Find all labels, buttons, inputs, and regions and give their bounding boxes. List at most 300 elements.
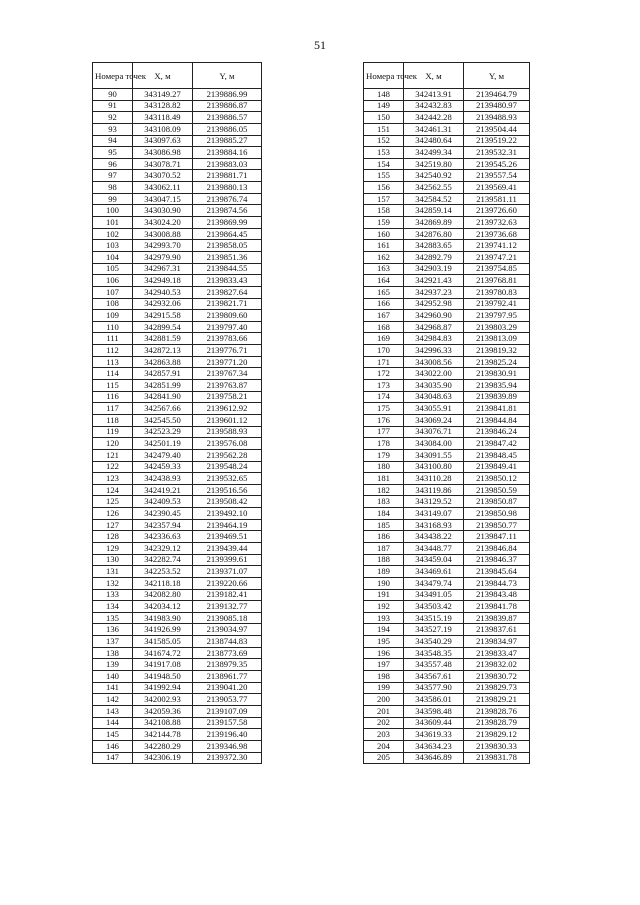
cell-y: 2139841.81 — [464, 403, 530, 415]
cell-y: 2139885.27 — [193, 135, 262, 147]
cell-x: 343548.35 — [404, 647, 464, 659]
cell-point-number: 164 — [364, 275, 404, 287]
cell-x: 342459.33 — [133, 461, 193, 473]
table-row — [364, 345, 530, 357]
cell-point-number: 107 — [93, 286, 133, 298]
cell-point-number: 196 — [364, 647, 404, 659]
cell-y: 2139157.58 — [193, 717, 262, 729]
cell-y: 2139876.74 — [193, 193, 262, 205]
cell-x: 342002.93 — [133, 694, 193, 706]
cell-point-number: 170 — [364, 345, 404, 357]
cell-x: 342932.06 — [133, 298, 193, 310]
cell-y: 2139797.95 — [464, 310, 530, 322]
cell-y: 2139844.73 — [464, 577, 530, 589]
table-row — [364, 182, 530, 194]
header-x: X, м — [133, 63, 193, 89]
cell-x: 342499.34 — [404, 147, 464, 159]
cell-point-number: 149 — [364, 100, 404, 112]
cell-point-number: 172 — [364, 368, 404, 380]
cell-y: 2139833.47 — [464, 647, 530, 659]
table-row — [364, 112, 530, 124]
cell-x: 341917.08 — [133, 659, 193, 671]
cell-x: 342480.64 — [404, 135, 464, 147]
cell-x: 342883.65 — [404, 240, 464, 252]
cell-x: 343586.01 — [404, 694, 464, 706]
table-row — [364, 135, 530, 147]
cell-y: 2139828.76 — [464, 705, 530, 717]
cell-y: 2139832.02 — [464, 659, 530, 671]
cell-point-number: 131 — [93, 566, 133, 578]
cell-y: 2139880.13 — [193, 182, 262, 194]
table-row — [364, 542, 530, 554]
cell-x: 343479.74 — [404, 577, 464, 589]
cell-x: 343577.90 — [404, 682, 464, 694]
cell-x: 342859.14 — [404, 205, 464, 217]
cell-x: 342501.19 — [133, 438, 193, 450]
cell-y: 2139581.11 — [464, 193, 530, 205]
header-y: Y, м — [193, 63, 262, 89]
table-row — [93, 461, 262, 473]
table-row — [93, 577, 262, 589]
cell-y: 2138744.83 — [193, 636, 262, 648]
cell-y: 2139848.45 — [464, 449, 530, 461]
cell-x: 343022.00 — [404, 368, 464, 380]
cell-x: 342523.29 — [133, 426, 193, 438]
table-row — [364, 647, 530, 659]
table-row — [364, 170, 530, 182]
cell-y: 2139851.36 — [193, 251, 262, 263]
cell-x: 342915.58 — [133, 310, 193, 322]
cell-y: 2139881.71 — [193, 170, 262, 182]
table-row — [93, 496, 262, 508]
cell-point-number: 111 — [93, 333, 133, 345]
cell-point-number: 198 — [364, 671, 404, 683]
cell-point-number: 194 — [364, 624, 404, 636]
cell-point-number: 190 — [364, 577, 404, 589]
table-row — [93, 647, 262, 659]
table-row — [364, 403, 530, 415]
cell-x: 342432.83 — [404, 100, 464, 112]
cell-point-number: 100 — [93, 205, 133, 217]
table-row — [93, 542, 262, 554]
cell-y: 2139504.44 — [464, 123, 530, 135]
cell-x: 342519.80 — [404, 158, 464, 170]
cell-point-number: 106 — [93, 275, 133, 287]
cell-y: 2139399.61 — [193, 554, 262, 566]
cell-x: 343100.80 — [404, 461, 464, 473]
cell-x: 343076.71 — [404, 426, 464, 438]
cell-x: 342461.31 — [404, 123, 464, 135]
cell-y: 2139830.33 — [464, 740, 530, 752]
cell-y: 2139041.20 — [193, 682, 262, 694]
cell-point-number: 92 — [93, 112, 133, 124]
table-row — [364, 380, 530, 392]
cell-y: 2139845.64 — [464, 566, 530, 578]
cell-point-number: 143 — [93, 705, 133, 717]
cell-x: 342949.18 — [133, 275, 193, 287]
cell-point-number: 146 — [93, 740, 133, 752]
cell-y: 2139532.65 — [193, 473, 262, 485]
cell-y: 2139825.24 — [464, 356, 530, 368]
table-row — [364, 601, 530, 613]
cell-x: 342282.74 — [133, 554, 193, 566]
cell-point-number: 167 — [364, 310, 404, 322]
table-row — [364, 508, 530, 520]
table-row — [93, 368, 262, 380]
cell-x: 343035.90 — [404, 380, 464, 392]
table-row — [364, 473, 530, 485]
cell-y: 2139464.79 — [464, 89, 530, 101]
cell-point-number: 177 — [364, 426, 404, 438]
cell-y: 2139839.87 — [464, 612, 530, 624]
cell-x: 342306.19 — [133, 752, 193, 764]
cell-x: 342442.28 — [404, 112, 464, 124]
table-row — [93, 403, 262, 415]
cell-point-number: 91 — [93, 100, 133, 112]
cell-point-number: 124 — [93, 484, 133, 496]
cell-y: 2139839.89 — [464, 391, 530, 403]
cell-y: 2139886.05 — [193, 123, 262, 135]
table-row — [93, 333, 262, 345]
cell-x: 341983.90 — [133, 612, 193, 624]
cell-y: 2139846.37 — [464, 554, 530, 566]
cell-x: 342390.45 — [133, 508, 193, 520]
cell-point-number: 173 — [364, 380, 404, 392]
cell-x: 342336.63 — [133, 531, 193, 543]
cell-y: 2139469.51 — [193, 531, 262, 543]
cell-y: 2139858.05 — [193, 240, 262, 252]
cell-point-number: 110 — [93, 321, 133, 333]
cell-x: 342892.79 — [404, 251, 464, 263]
cell-point-number: 152 — [364, 135, 404, 147]
cell-x: 343149.07 — [404, 508, 464, 520]
cell-y: 2139819.32 — [464, 345, 530, 357]
cell-x: 343619.33 — [404, 729, 464, 741]
cell-point-number: 142 — [93, 694, 133, 706]
cell-x: 342562.55 — [404, 182, 464, 194]
cell-point-number: 96 — [93, 158, 133, 170]
cell-y: 2139488.93 — [464, 112, 530, 124]
cell-y: 2139850.12 — [464, 473, 530, 485]
cell-point-number: 145 — [93, 729, 133, 741]
table-row — [364, 531, 530, 543]
cell-y: 2139548.24 — [193, 461, 262, 473]
table-row — [93, 147, 262, 159]
cell-x: 342438.93 — [133, 473, 193, 485]
cell-point-number: 115 — [93, 380, 133, 392]
cell-x: 342993.70 — [133, 240, 193, 252]
cell-x: 341585.05 — [133, 636, 193, 648]
table-row — [364, 682, 530, 694]
table-row — [93, 740, 262, 752]
cell-y: 2139846.24 — [464, 426, 530, 438]
cell-y: 2139829.12 — [464, 729, 530, 741]
cell-point-number: 183 — [364, 496, 404, 508]
cell-point-number: 148 — [364, 89, 404, 101]
cell-point-number: 181 — [364, 473, 404, 485]
cell-x: 343048.63 — [404, 391, 464, 403]
cell-y: 2138979.35 — [193, 659, 262, 671]
cell-x: 342409.53 — [133, 496, 193, 508]
cell-x: 343567.61 — [404, 671, 464, 683]
table-row — [93, 240, 262, 252]
cell-x: 343091.55 — [404, 449, 464, 461]
cell-x: 342857.91 — [133, 368, 193, 380]
cell-point-number: 203 — [364, 729, 404, 741]
cell-point-number: 128 — [93, 531, 133, 543]
table-row — [364, 356, 530, 368]
cell-point-number: 123 — [93, 473, 133, 485]
table-row — [364, 426, 530, 438]
cell-x: 342082.80 — [133, 589, 193, 601]
cell-y: 2139874.56 — [193, 205, 262, 217]
cell-y: 2139849.41 — [464, 461, 530, 473]
table-row — [93, 310, 262, 322]
table-row — [93, 554, 262, 566]
table-row — [364, 310, 530, 322]
cell-x: 342903.19 — [404, 263, 464, 275]
cell-y: 2139372.30 — [193, 752, 262, 764]
cell-x: 343448.77 — [404, 542, 464, 554]
cell-y: 2138773.69 — [193, 647, 262, 659]
cell-point-number: 125 — [93, 496, 133, 508]
cell-y: 2139732.63 — [464, 217, 530, 229]
cell-x: 342863.88 — [133, 356, 193, 368]
cell-point-number: 132 — [93, 577, 133, 589]
cell-y: 2139835.94 — [464, 380, 530, 392]
cell-y: 2139464.19 — [193, 519, 262, 531]
cell-x: 342967.31 — [133, 263, 193, 275]
cell-point-number: 191 — [364, 589, 404, 601]
table-row — [93, 251, 262, 263]
table-row — [93, 612, 262, 624]
cell-point-number: 201 — [364, 705, 404, 717]
cell-y: 2139783.66 — [193, 333, 262, 345]
cell-point-number: 156 — [364, 182, 404, 194]
table-row — [364, 740, 530, 752]
cell-y: 2139439.44 — [193, 542, 262, 554]
table-row — [93, 473, 262, 485]
cell-y: 2139846.84 — [464, 542, 530, 554]
table-row — [364, 461, 530, 473]
cell-point-number: 147 — [93, 752, 133, 764]
cell-x: 342357.94 — [133, 519, 193, 531]
table-row — [364, 671, 530, 683]
table-row — [93, 380, 262, 392]
cell-y: 2139837.61 — [464, 624, 530, 636]
cell-x: 343129.52 — [404, 496, 464, 508]
table-row — [93, 89, 262, 101]
cell-y: 2139612.92 — [193, 403, 262, 415]
cell-x: 343540.29 — [404, 636, 464, 648]
cell-y: 2139346.98 — [193, 740, 262, 752]
cell-point-number: 188 — [364, 554, 404, 566]
cell-y: 2139827.64 — [193, 286, 262, 298]
cell-point-number: 163 — [364, 263, 404, 275]
cell-y: 2139847.11 — [464, 531, 530, 543]
cell-y: 2139545.26 — [464, 158, 530, 170]
table-row — [93, 717, 262, 729]
cell-point-number: 99 — [93, 193, 133, 205]
cell-point-number: 204 — [364, 740, 404, 752]
cell-x: 343598.48 — [404, 705, 464, 717]
header-point-number: Номера точек — [93, 63, 133, 89]
cell-x: 341948.50 — [133, 671, 193, 683]
cell-y: 2139797.40 — [193, 321, 262, 333]
table-row — [364, 263, 530, 275]
cell-point-number: 180 — [364, 461, 404, 473]
cell-y: 2139803.29 — [464, 321, 530, 333]
cell-y: 2139886.99 — [193, 89, 262, 101]
cell-x: 341926.99 — [133, 624, 193, 636]
cell-y: 2139588.93 — [193, 426, 262, 438]
table-row — [93, 205, 262, 217]
table-row — [364, 275, 530, 287]
cell-point-number: 185 — [364, 519, 404, 531]
cell-x: 343527.19 — [404, 624, 464, 636]
table-row — [93, 263, 262, 275]
table-row — [93, 182, 262, 194]
cell-y: 2139562.28 — [193, 449, 262, 461]
table-row — [93, 275, 262, 287]
table-row — [364, 391, 530, 403]
cell-y: 2139830.91 — [464, 368, 530, 380]
cell-x: 342940.53 — [133, 286, 193, 298]
cell-y: 2139371.07 — [193, 566, 262, 578]
cell-point-number: 182 — [364, 484, 404, 496]
cell-x: 343118.49 — [133, 112, 193, 124]
cell-point-number: 174 — [364, 391, 404, 403]
cell-point-number: 97 — [93, 170, 133, 182]
table-row — [364, 484, 530, 496]
cell-y: 2139758.21 — [193, 391, 262, 403]
cell-point-number: 129 — [93, 542, 133, 554]
cell-point-number: 166 — [364, 298, 404, 310]
cell-y: 2139085.18 — [193, 612, 262, 624]
table-row — [364, 612, 530, 624]
cell-point-number: 155 — [364, 170, 404, 182]
cell-y: 2139132.77 — [193, 601, 262, 613]
cell-x: 342851.99 — [133, 380, 193, 392]
cell-x: 343030.90 — [133, 205, 193, 217]
table-row — [364, 205, 530, 217]
cell-x: 342419.21 — [133, 484, 193, 496]
cell-x: 342899.54 — [133, 321, 193, 333]
cell-point-number: 108 — [93, 298, 133, 310]
table-row — [364, 496, 530, 508]
cell-point-number: 158 — [364, 205, 404, 217]
table-row — [364, 368, 530, 380]
cell-x: 343119.86 — [404, 484, 464, 496]
cell-x: 342996.33 — [404, 345, 464, 357]
table-row — [364, 240, 530, 252]
table-row — [93, 228, 262, 240]
cell-x: 342567.66 — [133, 403, 193, 415]
table-row — [364, 694, 530, 706]
cell-point-number: 120 — [93, 438, 133, 450]
cell-y: 2139829.73 — [464, 682, 530, 694]
table-body — [364, 89, 530, 764]
table-row — [93, 566, 262, 578]
table-row — [93, 531, 262, 543]
table-row — [93, 449, 262, 461]
cell-point-number: 135 — [93, 612, 133, 624]
cell-y: 2139864.45 — [193, 228, 262, 240]
table-row — [93, 321, 262, 333]
cell-point-number: 127 — [93, 519, 133, 531]
cell-y: 2139809.60 — [193, 310, 262, 322]
cell-x: 341674.72 — [133, 647, 193, 659]
cell-y: 2139576.08 — [193, 438, 262, 450]
cell-point-number: 137 — [93, 636, 133, 648]
table-row — [364, 321, 530, 333]
cell-y: 2139480.97 — [464, 100, 530, 112]
cell-x: 343047.15 — [133, 193, 193, 205]
cell-point-number: 199 — [364, 682, 404, 694]
cell-y: 2139492.10 — [193, 508, 262, 520]
cell-x: 342937.23 — [404, 286, 464, 298]
cell-x: 343084.00 — [404, 438, 464, 450]
table-row — [364, 158, 530, 170]
cell-y: 2139726.60 — [464, 205, 530, 217]
cell-point-number: 117 — [93, 403, 133, 415]
table-header-row — [364, 63, 530, 89]
table-row — [364, 636, 530, 648]
table-row — [364, 123, 530, 135]
cell-y: 2139747.21 — [464, 251, 530, 263]
table-row — [93, 135, 262, 147]
cell-x: 343008.88 — [133, 228, 193, 240]
cell-point-number: 178 — [364, 438, 404, 450]
table-row — [364, 729, 530, 741]
cell-point-number: 113 — [93, 356, 133, 368]
cell-x: 342881.59 — [133, 333, 193, 345]
cell-y: 2139107.09 — [193, 705, 262, 717]
table-row — [364, 659, 530, 671]
cell-point-number: 141 — [93, 682, 133, 694]
table-row — [364, 217, 530, 229]
table-row — [364, 717, 530, 729]
table-row — [364, 705, 530, 717]
cell-y: 2139841.78 — [464, 601, 530, 613]
cell-x: 342059.36 — [133, 705, 193, 717]
cell-x: 342545.50 — [133, 414, 193, 426]
cell-point-number: 159 — [364, 217, 404, 229]
cell-x: 343070.52 — [133, 170, 193, 182]
cell-y: 2139844.55 — [193, 263, 262, 275]
cell-point-number: 193 — [364, 612, 404, 624]
cell-y: 2139792.41 — [464, 298, 530, 310]
cell-point-number: 101 — [93, 217, 133, 229]
cell-x: 343108.09 — [133, 123, 193, 135]
table-body — [93, 89, 262, 764]
cell-y: 2139850.87 — [464, 496, 530, 508]
cell-x: 343503.42 — [404, 601, 464, 613]
table-row — [364, 624, 530, 636]
cell-y: 2139776.71 — [193, 345, 262, 357]
cell-x: 343491.05 — [404, 589, 464, 601]
cell-point-number: 202 — [364, 717, 404, 729]
table-row — [364, 566, 530, 578]
cell-y: 2139601.12 — [193, 414, 262, 426]
cell-x: 342329.12 — [133, 542, 193, 554]
cell-y: 2139196.40 — [193, 729, 262, 741]
table-row — [364, 554, 530, 566]
cell-x: 342984.83 — [404, 333, 464, 345]
cell-point-number: 102 — [93, 228, 133, 240]
table-row — [93, 519, 262, 531]
table-row — [93, 123, 262, 135]
